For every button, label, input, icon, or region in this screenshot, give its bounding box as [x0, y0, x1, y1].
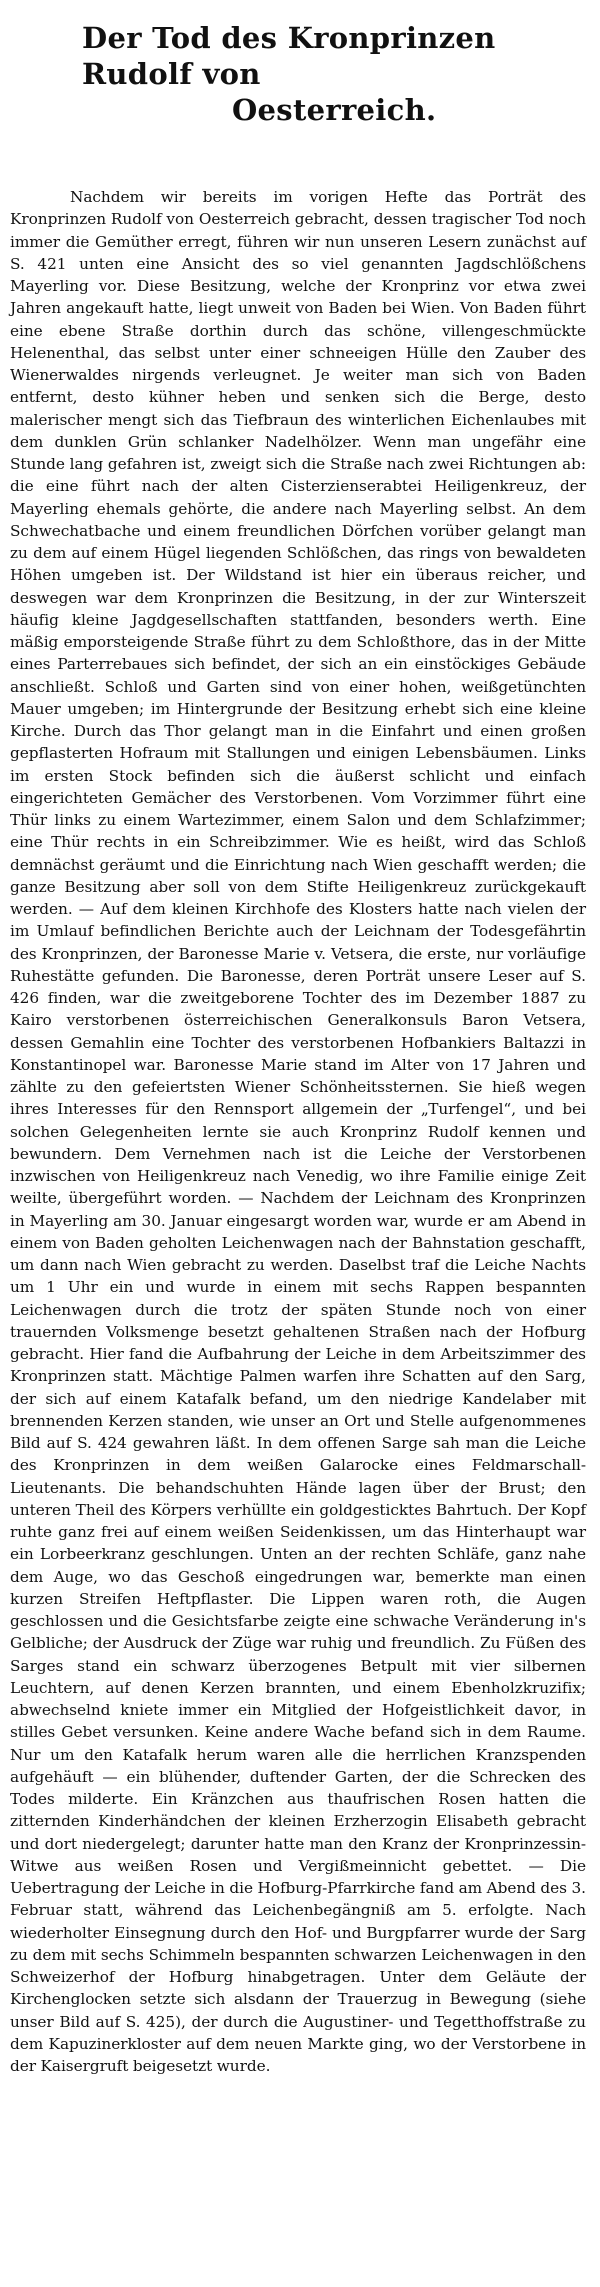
- article-body: [10, 186, 586, 2077]
- article-paragraph: Nachdem wir bereits im vorigen Hefte das Porträt des Kronprinzen Rudolf von Oesterreich gebracht, dessen tragischer Tod noch immer die Gemüther erregt, führen wir nun unseren Lesern zunächst auf S. 421 unten eine Ansicht des so viel genannten Jagdschlößchens Mayerling vor. Diese Besitzung, welche der Kronprinz vor etwa zwei Jahren angekauft hatte, liegt unweit von Baden bei Wien. Von Baden führt eine ebene Straße dorthin durch das schöne, villengeschmückte Helenenthal, das selbst unter einer schneeigen Hülle den Zauber des Wienerwaldes nirgends verleugnet. Je weiter man sich von Baden entfernt, desto kühner heben und senken sich die Berge, desto malerischer mengt sich das Tiefbraun des winterlichen Eichenlaubes mit dem dunklen Grün schlanker Nadelhölzer. Wenn man ungefähr eine Stunde lang gefahren ist, zweigt sich die Straße nach zwei Richtungen ab: die eine führt nach der alten Cisterzienserabtei Heiligenkreuz, der Mayerling ehemals gehörte, die andere nach Mayerling selbst. An dem Schwechatbache und einem freundlichen Dörfchen vorüber gelangt man zu dem auf einem Hügel liegenden Schlößchen, das rings von bewaldeten Höhen umgeben ist. Der Wildstand ist hier ein überaus reicher, und deswegen war dem Kronprinzen die Besitzung, in der zur Winterszeit häufig kleine Jagdgesellschaften stattfanden, besonders werth. Eine mäßig emporsteigende Straße führt zu dem Schloßthore, das in der Mitte eines Parterrebaues sich befindet, der sich an ein einstöckiges Gebäude anschließt. Schloß und Garten sind von einer hohen, weißgetünchten Mauer umgeben; im Hintergrunde der Besitzung erhebt sich eine kleine Kirche. Durch das Thor gelangt man in die Einfahrt und einen großen gepflasterten Hofraum mit Stallungen und einigen Lebensbäumen. Links im ersten Stock befinden sich die äußerst schlicht und einfach eingerichteten Gemächer des Verstorbenen. Vom Vorzimmer führt eine Thür links zu einem Wartezimmer, einem Salon und dem Schlafzimmer; eine Thür rechts in ein Schreibzimmer. Wie es heißt, wird das Schloß demnächst geräumt und die Einrichtung nach Wien geschafft werden; die ganze Besitzung aber soll von dem Stifte Heiligenkreuz zurückgekauft werden. — Auf dem kleinen Kirchhofe des Klosters hatte nach vielen der im Umlauf befindlichen Berichte auch der Leichnam der Todesgefährtin des Kronprinzen, der Baronesse Marie v. Vetsera, die erste, nur vorläufige Ruhestätte gefunden. Die Baronesse, deren Porträt unsere Leser auf S. 426 finden, war die zweitgeborene Tochter des im Dezember 1887 zu Kairo verstorbenen österreichischen Generalkonsuls Baron Vetsera, dessen Gemahlin eine Tochter des verstorbenen Hofbankiers Baltazzi in Konstantinopel war. Baronesse Marie stand im Alter von 17 Jahren und zählte zu den gefeiertsten Wiener Schönheitssternen. Sie hieß wegen ihres Interesses für den Rennsport allgemein der „Turfengel“, und bei solchen Gelegenheiten lernte sie auch Kronprinz Rudolf kennen und bewundern. Dem Vernehmen nach ist die Leiche der Verstorbenen inzwischen von Heiligenkreuz nach Venedig, wo ihre Familie einige Zeit weilte, übergeführt worden. — Nachdem der Leichnam des Kronprinzen in Mayerling am 30. Januar eingesargt worden war, wurde er am Abend in einem von Baden geholten Leichenwagen nach der Bahnstation geschafft, um dann nach Wien gebracht zu werden. Daselbst traf die Leiche Nachts um 1 Uhr ein und wurde in einem mit sechs Rappen bespannten Leichenwagen durch die trotz der späten Stunde noch von einer trauernden Volksmenge besetzt gehaltenen Straßen nach der Hofburg gebracht. Hier fand die Aufbahrung der Leiche in dem Arbeitszimmer des Kronprinzen statt. Mächtige Palmen warfen ihre Schatten auf den Sarg, der sich auf einem Katafalk befand, um den niedrige Kandelaber mit brennenden Kerzen standen, wie unser an Ort und Stelle aufgenommenes Bild auf S. 424 gewahren läßt. In dem offenen Sarge sah man die Leiche des Kronprinzen in dem weißen Galarocke eines Feldmarschall-Lieutenants. Die behandschuhten Hände lagen über der Brust; den unteren Theil des Körpers verhüllte ein goldgesticktes Bahrtuch. Der Kopf ruhte ganz frei auf einem weißen Seidenkissen, um das Hinterhaupt war ein Lorbeerkranz geschlungen. Unten an der rechten Schläfe, ganz nahe dem Auge, wo das Geschoß eingedrungen war, bemerkte man einen kurzen Streifen Heftpflaster. Die Lippen waren roth, die Augen geschlossen und die Gesichtsfarbe zeigte eine schwache Veränderung in's Gelbliche; der Ausdruck der Züge war ruhig und freundlich. Zu Füßen des Sarges stand ein schwarz überzogenes Betpult mit vier silbernen Leuchtern, auf denen Kerzen brannten, und einem Ebenholzkruzifix; abwechselnd kniete immer ein Mitglied der Hofgeistlichkeit davor, in stilles Gebet versunken. Keine andere Wache befand sich in dem Raume. Nur um den Katafalk herum waren alle die herrlichen Kranzspenden aufgehäuft — ein blühender, duftender Garten, der die Schrecken des Todes milderte. Ein Kränzchen aus thaufrischen Rosen hatten die zitternden Kinderhändchen der kleinen Erzherzogin Elisabeth gebracht und dort niedergelegt; darunter hatte man den Kranz der Kronprinzessin-Witwe aus weißen Rosen und Vergißmeinnicht gebettet. — Die Uebertragung der Leiche in die Hofburg-Pfarrkirche fand am Abend des 3. Februar statt, während das Leichenbegängniß am 5. erfolgte. Nach wiederholter Einsegnung durch den Hof- und Burgpfarrer wurde der Sarg zu dem mit sechs Schimmeln bespannten schwarzen Leichenwagen in den Schweizerhof der Hofburg hinabgetragen. Unter dem Geläute der Kirchenglocken setzte sich alsdann der Trauerzug in Bewegung (siehe unser Bild auf S. 425), der durch die Augustiner- und Tegetthoffstraße zu dem Kapuzinerkloster auf dem neuen Markte ging, wo der Verstorbene in der Kaisergruft beigesetzt wurde.: [10, 188, 586, 2075]
- article-title-line-1: Der Tod des Kronprinzen Rudolf von: [82, 21, 496, 91]
- article-title-line-2: Oesterreich.: [232, 93, 437, 127]
- article-title: [10, 20, 586, 128]
